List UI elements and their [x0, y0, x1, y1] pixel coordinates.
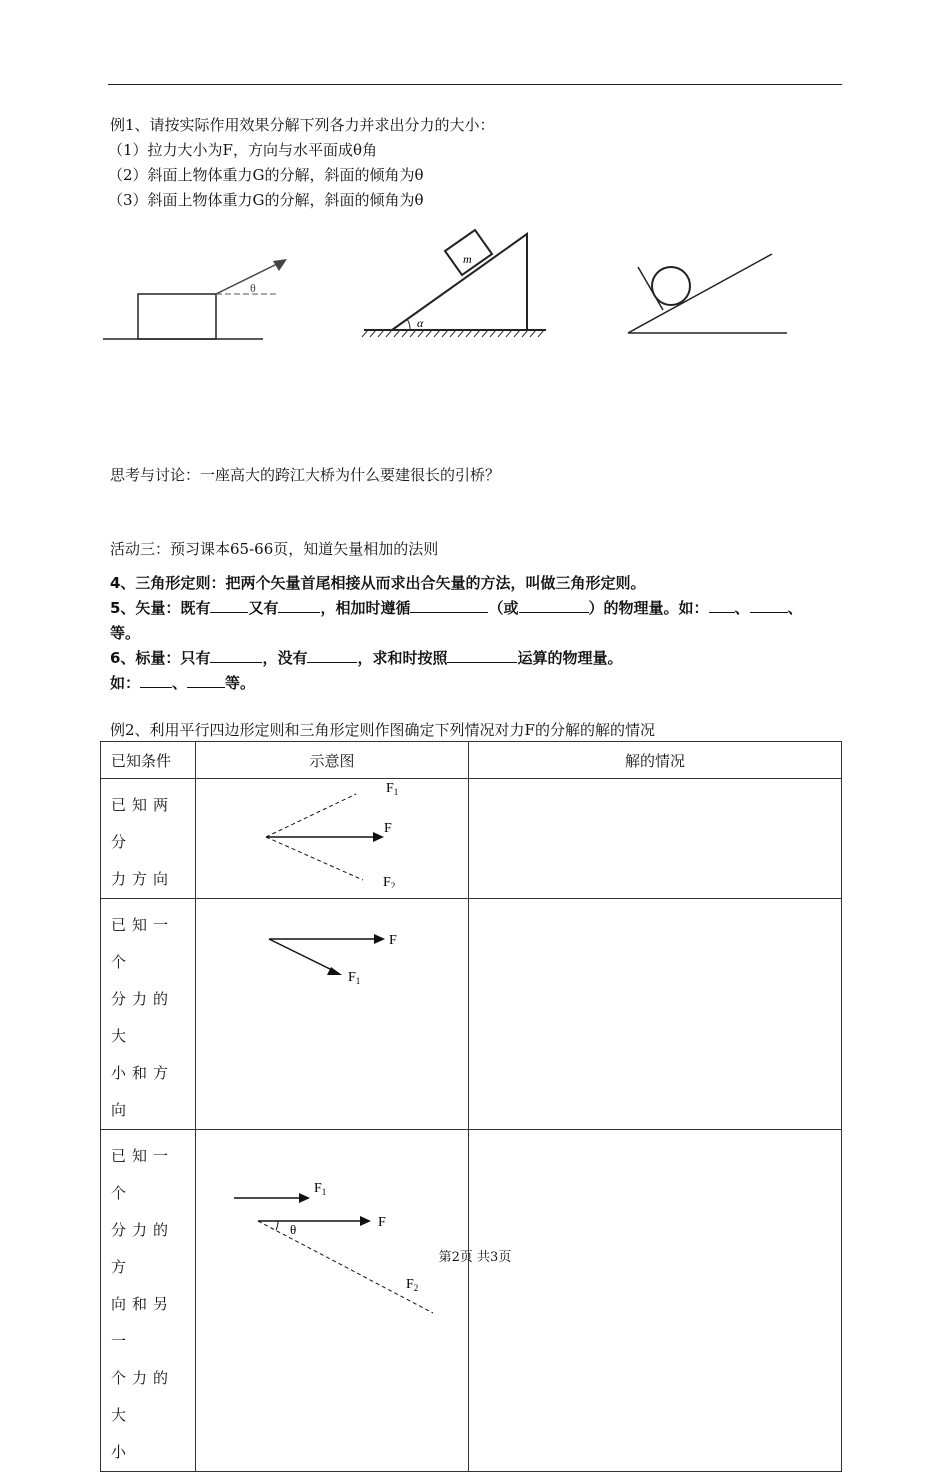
- activity3-heading: 活动三：预习课本65-66页，知道矢量相加的法则: [110, 540, 439, 558]
- scalar-examples: 如： 、 等。: [110, 674, 256, 692]
- triangle-rule: 4、三角形定则：把两个矢量首尾相接从而求出合矢量的方法，叫做三角形定则。: [110, 574, 646, 592]
- example1-item: （2）斜面上物体重力G的分解，斜面的倾角为θ: [108, 166, 424, 184]
- condition-cell: 已知一个 分力的大 小和方向: [101, 899, 196, 1130]
- top-rule: [108, 84, 842, 85]
- condition-cell: 已知一个 分力的方 向和另一 个力的大 小: [101, 1130, 196, 1472]
- vector-definition: 5、矢量：既有 又有 ，相加时遵循 （或 ）的物理量。如： 、 、: [110, 599, 803, 617]
- solution-cell[interactable]: [469, 779, 842, 899]
- diagram-cell: [196, 779, 469, 899]
- f1-label: $F_1$: [314, 1181, 327, 1197]
- fill-blank[interactable]: [410, 598, 488, 613]
- f1-label: $F_1$: [348, 970, 361, 986]
- fill-blank[interactable]: [307, 648, 357, 663]
- angle-label: θ: [250, 281, 256, 295]
- solution-cell[interactable]: [469, 1130, 842, 1472]
- fill-blank[interactable]: [709, 598, 735, 613]
- fill-blank[interactable]: [210, 598, 248, 613]
- mass-label: m: [463, 252, 472, 266]
- table-row: [101, 899, 842, 1130]
- fill-blank[interactable]: [750, 598, 788, 613]
- example1-item: （3）斜面上物体重力G的分解，斜面的倾角为θ: [108, 191, 424, 209]
- decomposition-table: [100, 741, 842, 1472]
- f-label: F: [389, 933, 397, 948]
- header-cell: 已知条件: [101, 742, 196, 779]
- fill-blank[interactable]: [210, 648, 262, 663]
- figure-pulled-box: [103, 259, 287, 339]
- header-cell: 示意图: [196, 742, 469, 779]
- fill-blank[interactable]: [140, 673, 172, 688]
- header-cell: 解的情况: [469, 742, 842, 779]
- table-header-row: [101, 742, 842, 779]
- fill-blank[interactable]: [187, 673, 225, 688]
- f2-label: $F_2$: [383, 875, 396, 888]
- angle-label: α: [417, 316, 424, 330]
- diagram-cell: [196, 1130, 469, 1472]
- discussion-question: 思考与讨论：一座高大的跨江大桥为什么要建很长的引桥？: [110, 466, 501, 484]
- f1-label: $F_1$: [386, 781, 399, 797]
- page-footer: 第2页 共3页: [438, 1250, 512, 1265]
- fill-blank[interactable]: [519, 598, 589, 613]
- diagram-direction-and-magnitude: [196, 1130, 468, 1315]
- example2-title: 例2、利用平行四边形定则和三角形定则作图确定下列情况对力F的分解的解的情况: [110, 721, 655, 739]
- diagram-cell: [196, 899, 469, 1130]
- fill-blank[interactable]: [278, 598, 320, 613]
- diagram-two-directions: [196, 779, 468, 888]
- f2-label: $F_2$: [406, 1277, 419, 1293]
- figure-ball-incline: [628, 254, 787, 333]
- figure-incline-block: [362, 230, 546, 337]
- theta-label: θ: [290, 1222, 297, 1237]
- f-label: F: [384, 821, 392, 836]
- example1-item: （1）拉力大小为F，方向与水平面成θ角: [108, 141, 377, 159]
- example1-title: 例1、请按实际作用效果分解下列各力并求出分力的大小：: [110, 116, 495, 134]
- diagram-one-component: [196, 899, 468, 1008]
- vector-definition-end: 等。: [110, 624, 141, 642]
- solution-cell[interactable]: [469, 899, 842, 1130]
- example1-figures: [0, 220, 950, 360]
- fill-blank[interactable]: [447, 648, 517, 663]
- table-row: [101, 779, 842, 899]
- condition-cell: 已知两分 力方向: [101, 779, 196, 899]
- table-row: [101, 1130, 842, 1472]
- f-label: F: [378, 1215, 386, 1230]
- scalar-definition: 6、标量：只有 ，没有 ，求和时按照 运算的物理量。: [110, 649, 623, 667]
